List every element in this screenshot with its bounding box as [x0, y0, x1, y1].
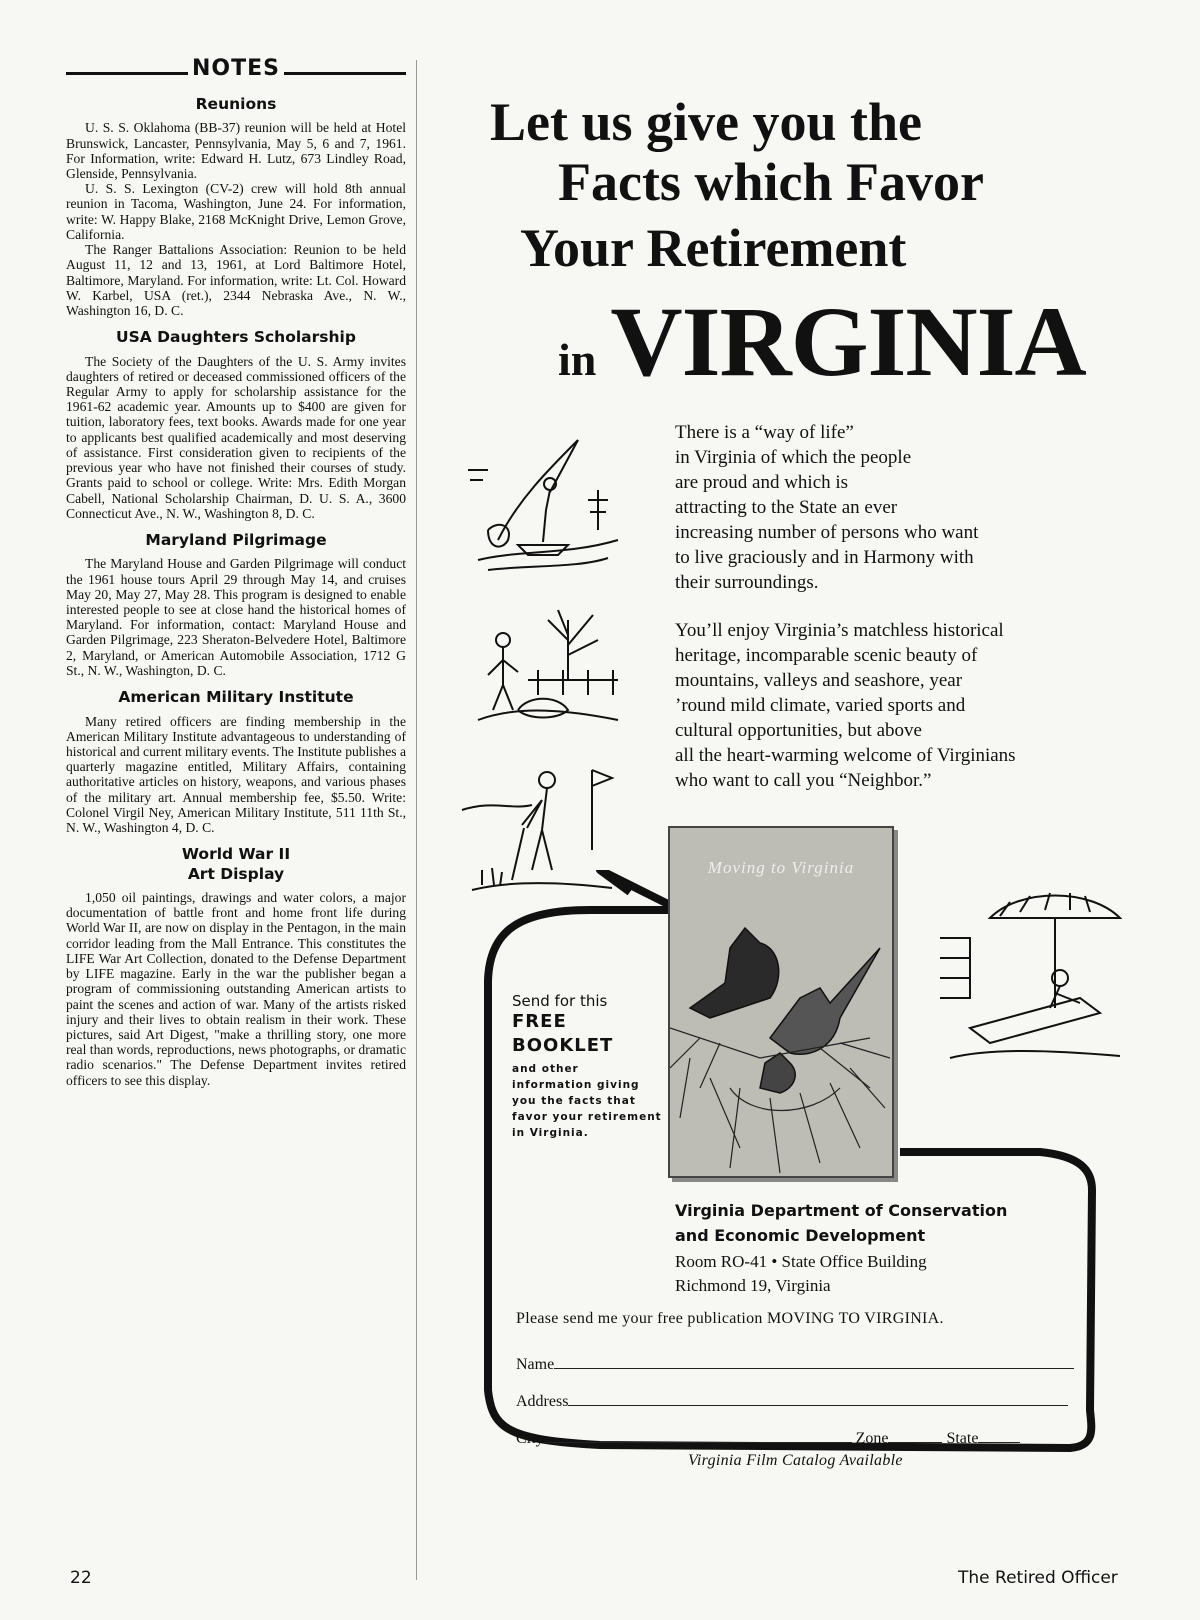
name-field[interactable] [516, 1356, 1074, 1374]
paragraph-line: increasing number of persons who want [675, 522, 979, 543]
fishing-illustration [458, 430, 628, 580]
department-line-1: Virginia Department of Conservation [675, 1201, 1008, 1220]
section-heading-line: World War II [181, 845, 291, 864]
section-paragraph: 1,050 oil paintings, drawings and water colors, a major documentation of battle front and home front life during World War II, are now on display in the Pentagon, in the main corridor leading from the Mall Entrance. This constitutes the LIFE War Art Collection, donated to the Defense Department by LIFE magazine. Early in the war the publisher began a program of commissioning outstanding American artists to paint the scenes and action of war. Many of the artists risked injury and their lives to obtain realism in their work. These pictures, said Art Digest, "make a thrilling story, one more real than words, reproductions, news photographs, or dramatic radio scenarios." The Defense Department invites retired officers to see this display. [66, 890, 406, 1088]
notes-rule-left [66, 72, 188, 75]
paragraph-line: all the heart-warming welcome of Virginians [675, 745, 1016, 766]
paragraph-line: You’ll enjoy Virginia’s matchless historical [675, 620, 1004, 641]
paragraph-line: ’round mild climate, varied sports and [675, 695, 966, 716]
send-free: FREE [512, 1011, 567, 1032]
section-paragraph: The Maryland House and Garden Pilgrimage will conduct the 1961 house tours April 29 through May 14, and cruises May 20, May 27, May 28. This program is designed to enable interested people to see at close hand the historical homes of Maryland. For information, contact: Maryland House and Garden Pilgrimage, 223 Sheraton-Belvedere Hotel, Baltimore 2, Maryland, or American Automobile Association, 1712 G St., N. W., Washington, D. C. [66, 556, 406, 678]
address-label: Address [516, 1393, 569, 1410]
booklet-cover [668, 826, 894, 1178]
address-field[interactable] [516, 1393, 1068, 1411]
section-paragraph: U. S. S. Oklahoma (BB-37) reunion will be held at Hotel Brunswick, Lancaster, Pennsylvania, May 5, 6 and 7, 1961. For Information, write: Edward H. Lutz, 673 Lindley Road, Glenside, Pennsylvania. [66, 120, 406, 182]
notes-rule-right [284, 72, 406, 75]
magazine-name: The Retired Officer [958, 1568, 1118, 1588]
headline-line-1: Let us give you the [490, 92, 922, 152]
ad-paragraph-1 [675, 420, 1145, 595]
name-label: Name [516, 1356, 555, 1373]
headline-line-4 [558, 284, 1086, 399]
notes-title: NOTES [192, 56, 280, 81]
coupon-request: Please send me your free publication MOVING TO VIRGINIA. [516, 1310, 944, 1327]
send-booklet: BOOKLET [512, 1035, 614, 1056]
zone-line[interactable] [888, 1441, 942, 1443]
department-line-2: and Economic Development [675, 1226, 926, 1245]
city-zone-state-field[interactable] [516, 1430, 1020, 1448]
section-heading-line: Maryland Pilgrimage [145, 531, 327, 549]
paragraph-line: cultural opportunities, but above [675, 720, 922, 741]
section-paragraph: The Society of the Daughters of the U. S. Army invites daughters of retired or deceased commissioned officers of the Regular Army to apply for scholarship assistance for the 1961-62 academic year. Amounts up to $400 are given for tuition, laboratory fees, text books. Awards made for one year to applicants best qualified academically and most deserving of assistance. First consideration given to recipients of the previous year who have not finished their courses of study. Grants paid to school or college. Write: Mrs. Edith Morgan Cabell, National Scholarship Chairman, D. U. S. A., 3600 Connecticut Ave., N. W., Washington 8, D. C. [66, 353, 406, 521]
headline-line-3: Your Retirement [520, 218, 907, 278]
paragraph-line: who want to call you “Neighbor.” [675, 770, 932, 791]
department-name [675, 1198, 1007, 1248]
paragraph-line: mountains, valleys and seashore, year [675, 670, 963, 691]
department-address [675, 1250, 927, 1298]
paragraph-line: There is a “way of life” [675, 422, 854, 443]
state-label: State [946, 1430, 979, 1447]
section-heading [66, 845, 406, 884]
section-heading [66, 328, 406, 347]
send-for-booklet [512, 992, 662, 1141]
state-line[interactable] [978, 1441, 1020, 1443]
cardinal-birds-icon [670, 888, 892, 1176]
headline-state: VIRGINIA [610, 286, 1086, 397]
section-heading-line: USA Daughters Scholarship [116, 328, 356, 347]
zone-label: Zone [855, 1430, 889, 1447]
address-line[interactable] [568, 1404, 1068, 1406]
paragraph-line: in Virginia of which the people [675, 447, 912, 468]
address-line-2: Richmond 19, Virginia [675, 1276, 831, 1295]
send-line-1: Send for this [512, 992, 608, 1010]
notes-sections [66, 95, 406, 1088]
section-heading-line: American Military Institute [118, 688, 354, 707]
page-number: 22 [70, 1568, 92, 1588]
column-divider [416, 60, 417, 1580]
address-line-1: Room RO-41 • State Office Building [675, 1252, 927, 1271]
name-line[interactable] [554, 1367, 1074, 1369]
paragraph-line: their surroundings. [675, 572, 819, 593]
city-label: City [516, 1430, 544, 1447]
section-heading [66, 531, 406, 550]
notes-column [66, 56, 406, 1088]
film-catalog-note: Virginia Film Catalog Available [688, 1452, 903, 1469]
section-paragraph: U. S. S. Lexington (CV-2) crew will hold 8th annual reunion in Tacoma, Washington, June 24. For information, write: W. Happy Blake, 2168 McKnight Drive, Lemon Grove, California. [66, 181, 406, 242]
headline-line-2: Facts which Favor [558, 152, 984, 212]
city-line[interactable] [544, 1441, 852, 1443]
notes-header [66, 56, 406, 81]
booklet-title: Moving to Virginia [707, 858, 855, 877]
farm-illustration [458, 600, 628, 740]
paragraph-line: heritage, incomparable scenic beauty of [675, 645, 978, 666]
section-heading-line: Art Display [187, 864, 285, 883]
paragraph-line: to live graciously and in Harmony with [675, 547, 974, 568]
section-heading [66, 95, 406, 114]
send-details: and other information giving you the facts that favor your retirement in Virginia. [512, 1063, 662, 1139]
section-heading-line: Reunions [195, 95, 277, 113]
section-paragraph: The Ranger Battalions Association: Reunion to be held August 11, 12 and 13, 1961, at Lord Baltimore Hotel, Baltimore, Maryland. For information, write: Lt. Col. Howard W. Karbel, USA (ret.), 2344 Nebraska Ave., N. W., Washington 16, D. C. [66, 242, 406, 318]
paragraph-line: attracting to the State an ever [675, 497, 898, 518]
ad-paragraph-2 [675, 618, 1145, 793]
section-paragraph: Many retired officers are finding membership in the American Military Institute advantageous to understanding of historical and current military events. The Institute publishes a quarterly magazine entitled, Military Affairs, containing authoritative articles on history, weapons, and various phases of the military art. Annual membership fee, $5.50. Write: Colonel Virgil Ney, American Military Institute, 511 11th St., N. W., Washington 4, D. C. [66, 713, 406, 836]
paragraph-line: are proud and which is [675, 472, 849, 493]
headline-in: in [558, 334, 597, 385]
section-heading [66, 688, 406, 707]
